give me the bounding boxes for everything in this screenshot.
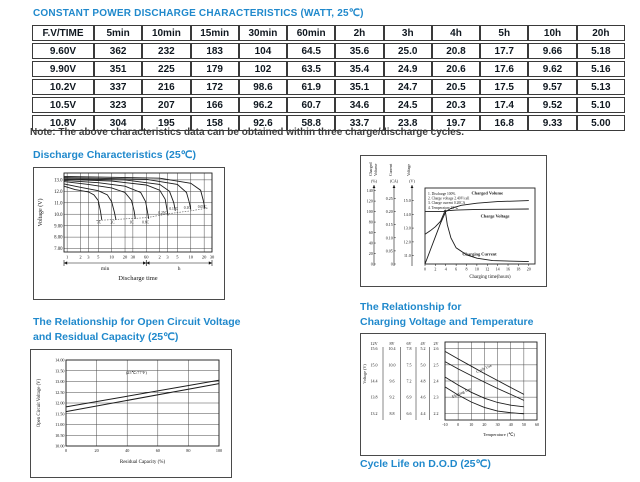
x-tick-label: -10 [442,422,448,427]
x-tick-label: 8 [465,266,468,272]
axis-column-header: 12V [370,341,378,346]
mini-axis-arrow [393,185,396,188]
table-cell: 17.6 [480,61,528,77]
mini-axis-tick: 0 [390,261,393,267]
table-row [32,61,625,77]
y-tick-label: 10.50 [55,432,65,438]
discharge-chart [33,167,225,300]
curve-label: 0.17C [169,207,179,212]
table-cell: 58.8 [287,115,335,131]
axis-column-tick: 5.2 [420,346,426,352]
axis-column-tick: 4.8 [420,378,426,384]
heading-temp-line1: The Relationship for [360,301,462,313]
axis-title-rotated: Voltage [406,163,411,176]
x-axis-title: Temperature (℃) [483,432,515,437]
heading-ocv-line2: and Residual Capacity (25℃) [33,331,179,343]
temp-chart-svg [361,334,542,452]
table-cell: 337 [94,79,142,95]
axis-column-header: 2V [433,341,439,346]
x-tick-label: 100 [215,448,223,453]
x-tick-label: 20 [122,254,128,260]
table-cell: 9.66 [528,43,576,59]
table-cell: 9.62 [528,61,576,77]
x-tick-label: 18 [516,266,521,272]
table-header-cell: 30min [239,25,287,41]
axis-column-tick: 10.4 [388,346,396,352]
x-axis-title: Charging time(hours) [469,275,511,280]
axis-column-tick: 5.0 [420,362,426,368]
band-label: Floating Use [451,386,472,400]
table-header-cell: 20h [577,25,625,41]
x-tick-label: 30 [209,254,215,260]
x-tick-label: 4 [444,266,447,272]
mini-axis-tick: 20 [368,251,373,257]
mini-axis-tick: 80 [368,219,373,225]
x-tick-label: 80 [186,448,191,453]
table-cell: 35.6 [335,43,383,59]
table-cell: 24.9 [384,61,432,77]
x-tick-label: 3 [166,254,169,260]
x-tick-label: 3 [87,254,90,260]
x-tick-label: 10 [188,254,194,260]
table-header-cell: 4h [432,25,480,41]
axis-column-tick: 7.5 [406,362,412,368]
table-cell: 98.6 [239,79,287,95]
x-tick-label: 0 [64,448,68,453]
x-tick-label: 2 [79,254,82,260]
table-row [32,97,625,113]
table-cell: 10.5V [32,97,94,113]
table-cell: 19.7 [432,115,480,131]
x-tick-label: 20 [526,266,531,272]
table-cell: 9.57 [528,79,576,95]
table-cell: 20.8 [432,43,480,59]
curve-label: Charging Current [462,251,497,257]
table-header-cell: 5h [480,25,528,41]
table-header-cell: 10h [528,25,576,41]
x-tick-label: 14 [495,266,500,272]
mini-axis-tick: 0 [370,261,373,267]
y-tick-label: 12.50 [55,389,65,395]
table-cell: 64.5 [287,43,335,59]
axis-column-tick: 6.6 [406,410,412,416]
curve-label: 1C [129,220,134,225]
table-cell: 17.7 [480,43,528,59]
table-cell: 60.7 [287,97,335,113]
table-cell: 5.13 [577,79,625,95]
table-cell: 207 [142,97,190,113]
unit-span-label: h [177,266,181,272]
mini-axis-tick: 100 [366,209,373,215]
axis-column-header: 4V [420,341,426,346]
x-tick-label: 20 [482,422,487,427]
table-cell: 24.5 [384,97,432,113]
y-tick-label: 10.0 [54,212,63,218]
x-tick-label: 40 [508,422,513,427]
x-tick-label: 1 [66,254,69,260]
band-label: Cycle Use [475,362,493,374]
x-tick-label: 40 [125,448,130,453]
axis-column-tick: 15.6 [370,346,378,352]
x-tick-label: 30 [130,254,136,260]
table-cell: 35.1 [335,79,383,95]
table-cell: 5.00 [577,115,625,131]
table-cell: 92.6 [239,115,287,131]
curve-label: 0.05C [197,204,207,209]
mini-axis-tick: 140 [366,188,373,194]
note-line: 4. Temperature 25℃ [428,205,459,210]
ocv-chart-svg [31,350,228,474]
table-cell: 232 [142,43,190,59]
curve-label: 3C [96,220,102,225]
axis-column-tick: 4.6 [420,394,426,400]
table-cell: 17.4 [480,97,528,113]
page-title: CONSTANT POWER DISCHARGE CHARACTERISTICS (WATT, 25℃) [33,8,364,19]
table-cell: 5.16 [577,61,625,77]
curve-label: Charged Volume [471,190,504,196]
table-cell: 10.2V [32,79,94,95]
y-tick-label: 11.00 [55,422,65,427]
discharge-chart-svg [34,168,221,296]
heading-discharge: Discharge Characteristics (25℃) [33,149,196,161]
x-tick-label: 0 [457,422,460,427]
table-cell: 5.10 [577,97,625,113]
ocv-chart [30,349,232,478]
table-cell: 33.7 [335,115,383,131]
axis-column-tick: 15.0 [370,362,378,368]
table-cell: 304 [94,115,142,131]
table-cell: 195 [142,115,190,131]
y-tick-label: 13.0 [54,178,63,184]
mini-axis-tick: 13.0 [403,225,411,231]
table-header-row [32,25,625,41]
axis-column-tick: 2.4 [433,378,439,384]
table-cell: 20.3 [432,97,480,113]
curve-charge-voltage [425,209,529,234]
mini-axis-tick: 14.0 [403,211,411,217]
axis-column-tick: 13.2 [370,410,378,416]
note-text: Note: The above characteristics data can be obtained within three charge/discharge cycles. [30,127,465,138]
x-tick-label: 10 [474,266,479,272]
axis-column-tick: 6.9 [406,394,412,400]
table-header-cell: F.V/TIME [32,25,94,41]
table-cell: 35.4 [335,61,383,77]
x-tick-label: 2 [158,254,161,260]
table-cell: 23.8 [384,115,432,131]
mini-axis-tick: 40 [368,240,373,246]
y-tick-label: 11.50 [55,411,65,417]
table-cell: 183 [191,43,239,59]
power-table-head [32,25,625,41]
table-cell: 166 [191,97,239,113]
axis-unit: (V) [409,178,415,184]
table-cell: 63.5 [287,61,335,77]
x-tick-label: 10 [109,254,114,260]
table-header-cell: 5min [94,25,142,41]
x-tick-label: 20 [201,254,207,260]
axis-column-tick: 7.2 [406,378,412,384]
charging-chart [360,155,547,287]
axis-title-rotated: Charged [368,162,373,176]
table-row [32,79,625,95]
axis-column-tick: 2.2 [433,410,439,416]
table-cell: 362 [94,43,142,59]
x-tick-label: 60 [535,422,539,427]
y-axis-title: Voltage (V) [38,198,44,227]
x-axis-title: Discharge time [118,275,158,282]
x-tick-label: 5 [176,254,179,260]
table-cell: 9.60V [32,43,94,59]
x-tick-label: 10 [469,422,474,427]
x-tick-label: 50 [521,422,526,427]
table-row [32,43,625,59]
curve-label: 0.25C [158,211,167,216]
y-tick-label: 11.0 [54,201,63,207]
mini-axis-arrow [373,185,376,188]
axis-unit: (%) [371,178,377,184]
table-cell: 102 [239,61,287,77]
axis-column-tick: 2.3 [433,394,439,400]
axis-column-tick: 8.8 [389,410,395,416]
y-tick-label: 13.50 [55,368,65,374]
axis-title-rotated: Current [388,163,393,176]
table-cell: 5.18 [577,43,625,59]
table-cell: 34.6 [335,97,383,113]
curve-1C [64,182,135,219]
mini-axis-tick: 0.20 [385,209,393,215]
table-cell: 158 [191,115,239,131]
curve-label: 0.1C [183,206,191,211]
annotation: (25℃/77°F) [125,369,147,375]
note-line: 1. Discharge 100% [428,192,456,196]
x-tick-label: 60 [144,254,149,260]
axis-title-rotated: Volume [373,163,378,176]
curve-label: 2C [110,220,115,225]
y-tick-label: 12.00 [55,400,65,406]
table-cell: 9.90V [32,61,94,77]
table-header-cell: 60min [287,25,335,41]
mini-axis-tick: 15.0 [403,197,411,203]
axis-column-tick: 13.8 [370,394,378,400]
axis-column-tick: 7.8 [406,346,412,352]
table-cell: 24.7 [384,79,432,95]
table-cell: 10.8V [32,115,94,131]
axis-column-tick: 9.2 [389,394,395,400]
table-cell: 25.0 [384,43,432,59]
mini-axis-tick: 0.15 [385,222,393,228]
x-tick-label: 20 [94,448,99,453]
table-cell: 351 [94,61,142,77]
x-tick-label: 0 [424,266,426,272]
x-axis-title: Residual Capacity (%) [119,460,166,465]
axis-column-tick: 10.0 [388,362,396,368]
table-cell: 96.2 [239,97,287,113]
y-tick-label: 9.00 [54,224,63,230]
curve-lower [66,384,219,412]
x-tick-label: 5 [97,254,100,260]
note-line: 3. Charge current 0.20CA [428,201,466,206]
curve-2C [64,184,116,220]
curve-label: Charge Voltage [480,213,510,219]
unit-span-label: min [100,266,110,272]
y-tick-label: 7.00 [54,247,63,253]
axis-column-tick: 14.4 [370,378,378,384]
table-cell: 20.5 [432,79,480,95]
mini-axis-arrow [411,185,414,188]
table-cell: 16.8 [480,115,528,131]
table-header-cell: 10min [142,25,190,41]
table-cell: 17.5 [480,79,528,95]
table-cell: 216 [142,79,190,95]
plot-border [64,173,212,252]
axis-column-tick: 2.5 [433,362,439,368]
axis-column-tick: 9.6 [389,378,395,384]
y-axis-title: Voltage (V) [362,364,367,384]
curve-label: 0.6C [142,220,150,225]
table-cell: 179 [191,61,239,77]
y-tick-label: 10.00 [55,443,65,449]
mini-axis-tick: 12.0 [403,239,411,245]
x-tick-label: 2 [434,266,437,272]
y-tick-label: 13.00 [55,379,65,384]
table-header-cell: 2h [335,25,383,41]
x-tick-label: 16 [506,266,511,272]
table-header-cell: 3h [384,25,432,41]
y-tick-label: 8.00 [54,235,63,241]
heading-ocv-line1: The Relationship for Open Circuit Voltage [33,316,241,328]
axis-column-tick: 2.6 [433,346,439,352]
y-axis-title: Open Circuit Voltage (V) [37,378,42,428]
table-cell: 9.33 [528,115,576,131]
table-cell: 225 [142,61,190,77]
heading-temp-line2: Charging Voltage and Temperature [360,316,534,328]
x-tick-label: 60 [155,448,160,453]
x-tick-label: 6 [455,266,458,272]
table-cell: 61.9 [287,79,335,95]
axis-column-tick: 4.4 [420,410,426,416]
mini-axis-tick: 60 [368,230,373,236]
charging-chart-svg [361,156,543,283]
table-cell: 323 [94,97,142,113]
mini-axis-tick: 0.10 [385,235,393,241]
mini-axis-tick: 0.05 [385,248,393,254]
axis-unit: (CA) [389,178,399,184]
note-line: 2. Charge voltage 2.40V/cell [428,196,470,201]
mini-axis-tick: 0.25 [385,195,393,201]
power-table-body [32,43,625,131]
heading-cycle-life: Cycle Life on D.O.D (25℃) [360,458,491,470]
mini-axis-tick: 11.0 [403,253,411,259]
y-tick-label: 14.00 [55,357,65,363]
table-header-cell: 15min [191,25,239,41]
table-cell: 172 [191,79,239,95]
mini-axis-tick: 120 [366,198,373,204]
axis-column-header: 8V [389,341,395,346]
table-cell: 104 [239,43,287,59]
table-cell: 20.6 [432,61,480,77]
power-table [32,23,625,133]
y-tick-label: 12.0 [54,189,63,195]
axis-column-header: 6V [406,341,412,346]
x-tick-label: 30 [495,422,500,427]
x-tick-label: 12 [485,266,490,272]
table-cell: 9.52 [528,97,576,113]
temp-chart [360,333,546,456]
